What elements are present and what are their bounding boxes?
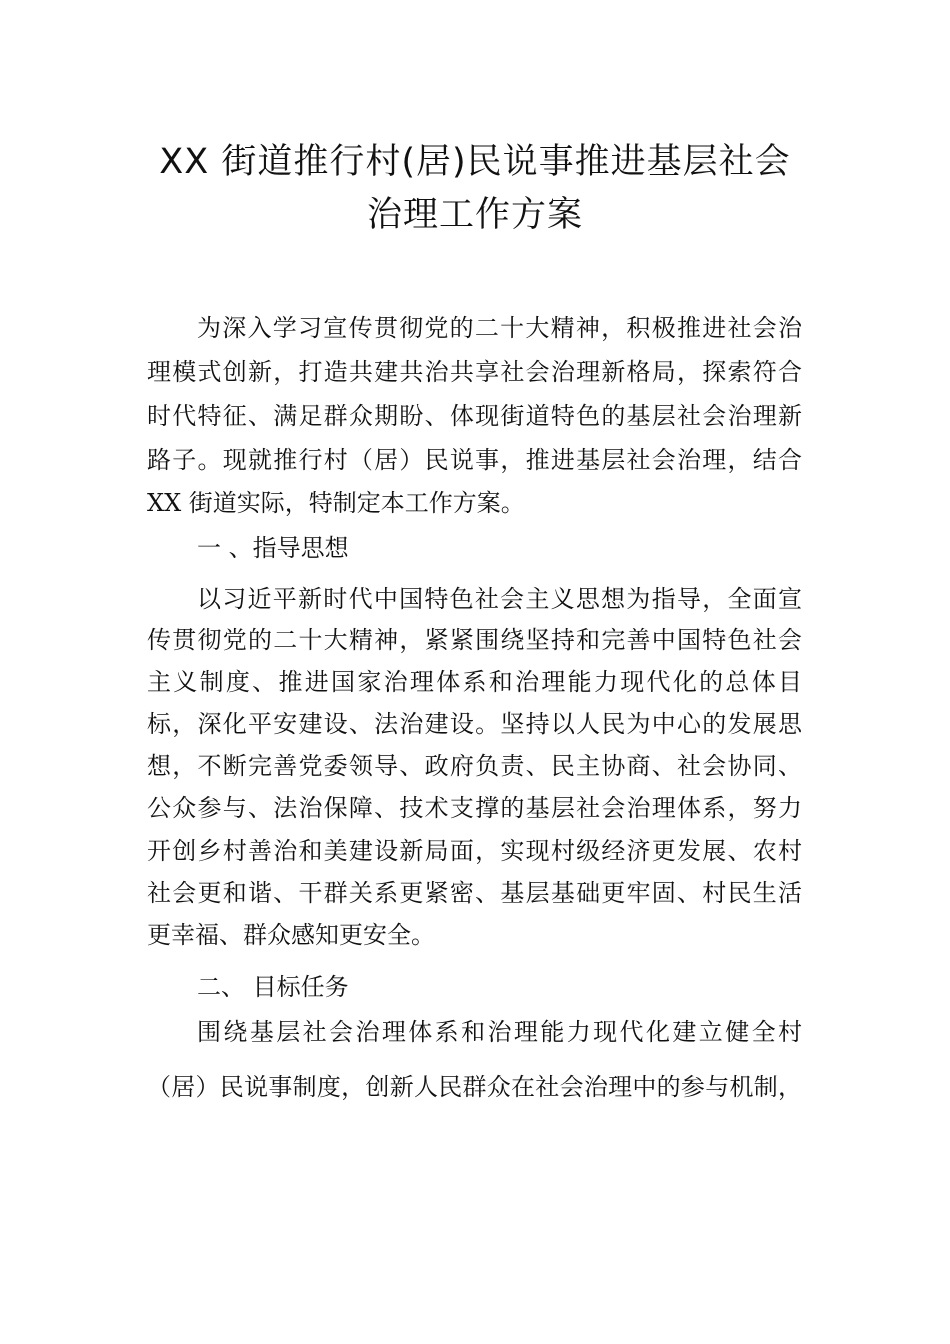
guiding-paragraph-line: 传贯彻党的二十大精神，紧紧围绕坚持和完善中国特色社会	[147, 626, 802, 654]
guiding-paragraph-line: 主义制度、推进国家治理体系和治理能力现代化的总体目	[147, 668, 802, 696]
intro-paragraph-line: 时代特征、满足群众期盼、体现街道特色的基层社会治理新	[147, 402, 802, 430]
intro-paragraph-line: 理模式创新，打造共建共治共享社会治理新格局，探索符合	[147, 358, 802, 386]
intro-paragraph-line: 路子。现就推行村（居）民说事，推进基层社会治理，结合	[147, 446, 802, 474]
guiding-paragraph-line: 社会更和谐、干群关系更紧密、基层基础更牢固、村民生活	[147, 879, 802, 907]
goals-paragraph-line: （居）民说事制度，创新人民群众在社会治理中的参与机制，	[147, 1073, 802, 1101]
intro-paragraph-line: 为深入学习宣传贯彻党的二十大精神，积极推进社会治	[197, 314, 802, 342]
document-title-line-2: 治理工作方案	[366, 195, 583, 235]
guiding-paragraph-line: 想，不断完善党委领导、政府负责、民主协商、社会协同、	[147, 752, 802, 780]
guiding-paragraph-line: 标，深化平安建设、法治建设。坚持以人民为中心的发展思	[147, 710, 802, 738]
guiding-paragraph-line: 更幸福、群众感知更安全。	[147, 921, 435, 949]
intro-paragraph-line: XX 街道实际，特制定本工作方案。	[147, 489, 525, 517]
goals-paragraph-line: 围绕基层社会治理体系和治理能力现代化建立健全村	[197, 1018, 802, 1046]
guiding-paragraph-line: 开创乡村善治和美建设新局面，实现村级经济更发展、农村	[147, 837, 802, 865]
guiding-paragraph-line: 公众参与、法治保障、技术支撑的基层社会治理体系，努力	[147, 794, 802, 822]
guiding-paragraph-line: 以习近平新时代中国特色社会主义思想为指导，全面宣	[197, 585, 802, 613]
document-title-line-1: XX 街道推行村(居)民说事推进基层社会	[159, 142, 791, 182]
section-heading-goals: 二、 目标任务	[197, 973, 349, 1001]
section-heading-guiding-thought: 一 、指导思想	[197, 534, 349, 562]
